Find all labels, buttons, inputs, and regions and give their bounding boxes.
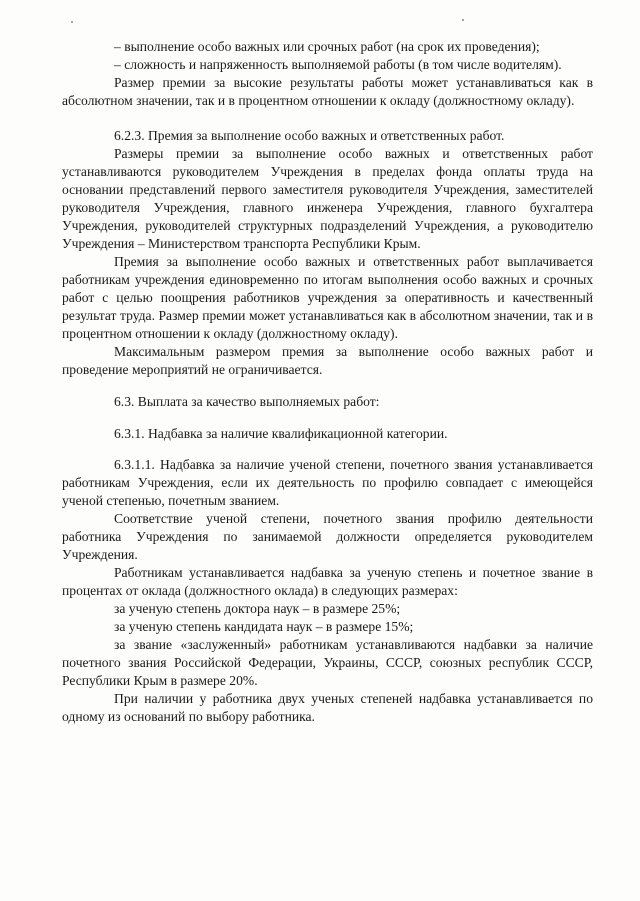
paragraph-bonus-amounts: Размеры премии за выполнение особо важных и ответственных работ устанавливаются руководителем Учреждения в пределах фонда оплаты труда на основании представлений первого заместителя руководителя Учреждения, заместителей руководителя Учреждения, главного инженера Учреждения, главного бухгалтера Учреждения, руководителей структурных подразделений Учреждения, а руководителю Учреждения – Министерством транспорта Республики Крым.: [62, 146, 593, 251]
paragraph-item-urgent-work: – выполнение особо важных или срочных работ (на срок их проведения);: [114, 39, 540, 54]
section-heading-6-2-3: 6.2.3. Премия за выполнение особо важных и ответственных работ.: [114, 128, 505, 143]
paragraph-degree-compliance: Соответствие ученой степени, почетного звания профилю деятельности работника Учреждения по занимаемой должности определяется руководителем Учреждения.: [62, 511, 593, 562]
paragraph-bonus-size: Размер премии за высокие результаты работы может устанавливаться как в абсолютном значении, так и в процентном отношении к окладу (должностному окладу).: [62, 75, 593, 108]
section-heading-6-3-1: 6.3.1. Надбавка за наличие квалификационной категории.: [114, 426, 448, 441]
scan-speck: [71, 21, 73, 23]
paragraph-bonus-payment: Премия за выполнение особо важных и ответственных работ выплачивается работникам учреждения единовременно по итогам выполнения особо важных и срочных работ с целью поощрения работников учреждения за оперативность и качественный результат труда. Размер премии может устанавливаться как в абсолютном значении, так и в процентном отношении к окладу (должностному окладу).: [62, 254, 593, 341]
paragraph-degree-allowance: 6.3.1.1. Надбавка за наличие ученой степени, почетного звания устанавливается работникам Учреждения, если их деятельность по профилю совпадает с имеющейся ученой степенью, почетным званием.: [62, 457, 593, 508]
paragraph-item-complexity: – сложность и напряженность выполняемой работы (в том числе водителям).: [114, 57, 562, 72]
list-item-candidate-degree: за ученую степень кандидата наук – в размере 15%;: [114, 619, 414, 634]
list-item-honorary-title: за звание «заслуженный» работникам устанавливаются надбавки за наличие почетного звания Российской Федерации, Украины, СССР, союзных республик СССР, Республики Крым в размере 20%.: [62, 637, 593, 688]
paragraph-two-degrees: При наличии у работника двух ученых степеней надбавка устанавливается по одному из оснований по выбору работника.: [62, 691, 593, 724]
scan-speck: [462, 19, 464, 21]
document-body: [62, 38, 593, 726]
section-heading-6-3: 6.3. Выплата за качество выполняемых работ:: [114, 394, 380, 409]
paragraph-max-bonus: Максимальным размером премия за выполнение особо важных работ и проведение мероприятий не ограничивается.: [62, 344, 593, 377]
list-item-doctor-degree: за ученую степень доктора наук – в размере 25%;: [114, 601, 401, 616]
paragraph-allowance-rates: Работникам устанавливается надбавка за ученую степень и почетное звание в процентах от оклада (должностного оклада) в следующих размерах:: [62, 565, 593, 598]
